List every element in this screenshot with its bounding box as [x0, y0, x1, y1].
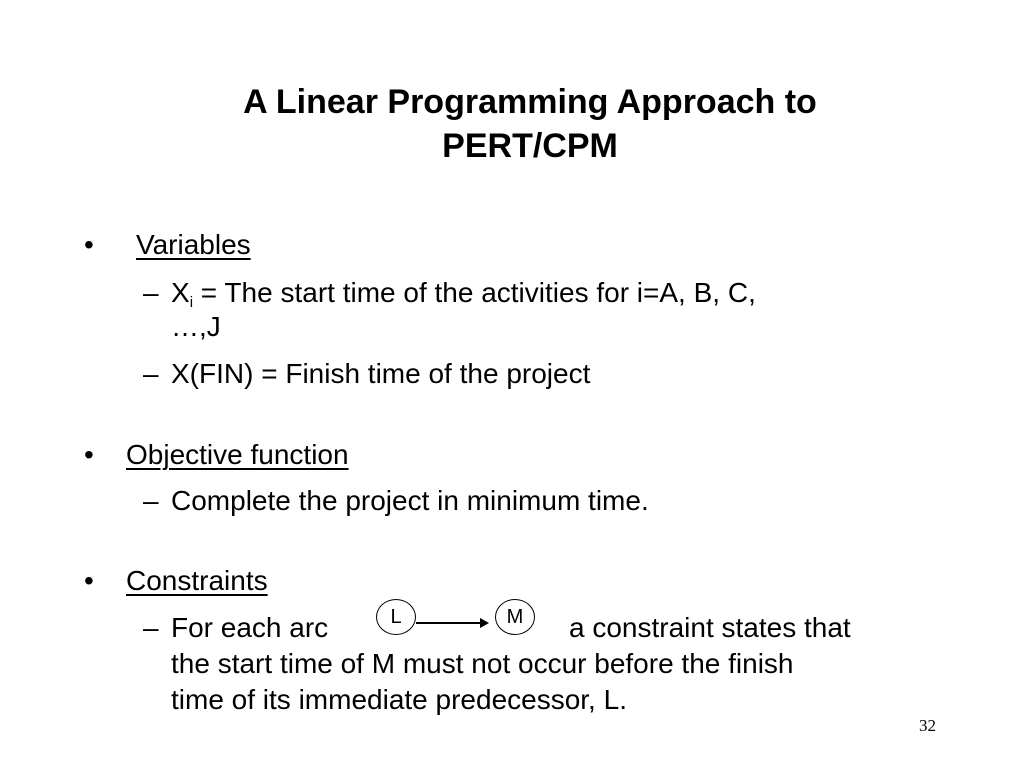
variables-item-1-cont: …,J	[171, 311, 221, 342]
constraints-item-1-line-2: the start time of M must not occur before the finish	[171, 648, 794, 679]
variables-item-1-text: = The start time of the activities for i=A, B, C,	[193, 277, 756, 308]
dash: –	[143, 277, 159, 308]
variables-item-1	[143, 275, 756, 311]
bullet-dot: •	[84, 229, 94, 260]
constraints-item-1-text-after: a constraint states that	[569, 612, 851, 643]
constraints-item-1	[143, 610, 329, 645]
variables-heading: Variables	[136, 229, 251, 260]
dash: –	[143, 612, 159, 643]
arc-arrowhead-icon	[480, 618, 489, 628]
objective-heading: Objective function	[126, 439, 349, 470]
variable-x-prefix: X	[171, 277, 190, 308]
page-number: 32	[919, 716, 936, 735]
variable-subscript: i	[189, 294, 194, 311]
bullet-dot: •	[84, 565, 94, 596]
arc-node-l: L	[376, 599, 416, 635]
variables-item-2	[143, 356, 591, 391]
objective-item-1	[143, 483, 649, 518]
title-line-2: PERT/CPM	[442, 127, 618, 165]
bullet-variables	[84, 228, 251, 262]
bullet-objective	[84, 438, 349, 472]
dash: –	[143, 358, 159, 389]
bullet-dot: •	[84, 439, 94, 470]
objective-item-1-text: Complete the project in minimum time.	[171, 485, 649, 516]
constraints-item-1-text-before: For each arc	[171, 612, 329, 643]
arc-line	[416, 622, 482, 624]
constraints-item-1-line-3: time of its immediate predecessor, L.	[171, 684, 627, 715]
slide-title	[0, 80, 1024, 168]
bullet-constraints	[84, 564, 268, 598]
arc-node-m: M	[495, 599, 535, 635]
variables-item-2-text: X(FIN) = Finish time of the project	[171, 358, 591, 389]
constraints-heading: Constraints	[126, 565, 268, 596]
dash: –	[143, 485, 159, 516]
title-line-1: A Linear Programming Approach to	[243, 83, 817, 121]
